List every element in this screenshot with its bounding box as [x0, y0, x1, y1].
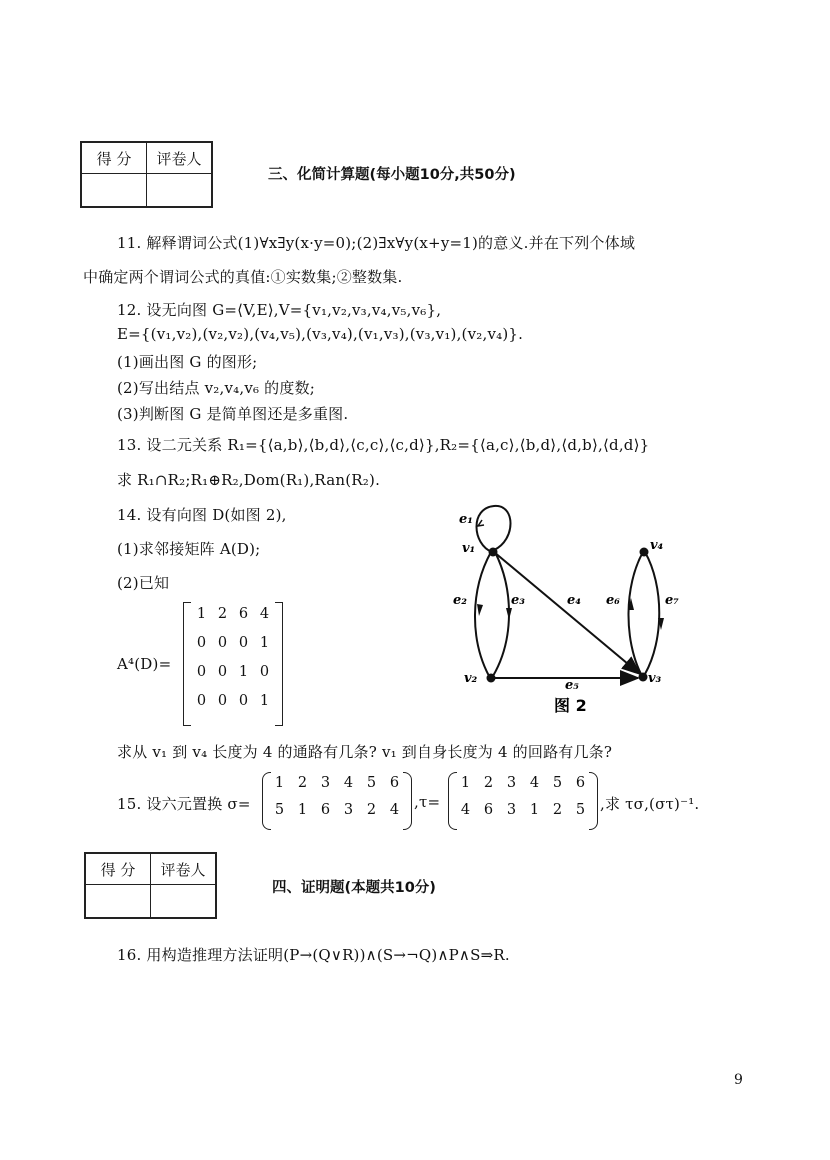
matrix-cell: 0	[217, 635, 228, 651]
q14-matrix-label: A⁴(D)=	[117, 655, 172, 673]
matrix-cell: 3	[506, 775, 517, 791]
q12-line-5: (3)判断图 G 是简单图还是多重图.	[117, 405, 349, 423]
label-e4: e₄	[567, 593, 581, 608]
node-v3	[639, 673, 648, 682]
grader-cell[interactable]	[147, 174, 213, 208]
q12-line-3: (1)画出图 G 的图形;	[117, 353, 258, 371]
q15-tau-matrix	[448, 772, 598, 830]
q14-line-3: (2)已知	[117, 574, 170, 592]
matrix-cell: 0	[238, 635, 249, 651]
matrix-row	[191, 606, 275, 635]
label-e2: e₂	[453, 593, 467, 608]
matrix-cell: 1	[259, 635, 270, 651]
matrix-cell: 0	[196, 693, 207, 709]
matrix-cell: 1	[196, 606, 207, 622]
edge-e6	[628, 552, 643, 674]
figure-caption: 图 2	[554, 696, 587, 715]
matrix-cell: 5	[274, 802, 285, 818]
grader-label: 评卷人	[147, 142, 213, 174]
matrix-cell: 1	[238, 664, 249, 680]
matrix-cell: 0	[238, 693, 249, 709]
label-v2: v₂	[464, 671, 478, 686]
matrix-cell: 1	[460, 775, 471, 791]
matrix-row	[268, 802, 406, 829]
q12-line-2: E={(v₁,v₂),(v₂,v₂),(v₄,v₅),(v₃,v₄),(v₁,v₃),(v₃,v₁),(v₂,v₄)}.	[117, 325, 524, 343]
node-v1	[489, 548, 498, 557]
edge-e3	[493, 552, 509, 676]
matrix-cell: 4	[460, 802, 471, 818]
node-v2	[487, 674, 496, 683]
label-v4: v₄	[650, 538, 664, 553]
matrix-row	[191, 635, 275, 664]
label-e5: e₅	[565, 678, 579, 693]
matrix-row	[191, 693, 275, 722]
q14-question: 求从 v₁ 到 v₄ 长度为 4 的通路有几条? v₁ 到自身长度为 4 的回路有几条?	[117, 743, 613, 761]
label-e6: e₆	[606, 593, 620, 608]
matrix-cell: 0	[196, 664, 207, 680]
matrix-row	[268, 775, 406, 802]
matrix-cell: 1	[529, 802, 540, 818]
section-3-title: 三、化简计算题(每小题10分,共50分)	[268, 167, 516, 183]
matrix-row	[454, 775, 592, 802]
label-e3: e₃	[511, 593, 525, 608]
matrix-cell: 4	[529, 775, 540, 791]
matrix-cell: 6	[320, 802, 331, 818]
label-v1: v₁	[462, 541, 476, 556]
q12-line-1: 12. 设无向图 G=⟨V,E⟩,V={v₁,v₂,v₃,v₄,v₅,v₆},	[117, 301, 442, 319]
matrix-cell: 3	[343, 802, 354, 818]
grader-label: 评卷人	[151, 853, 217, 885]
edge-e1	[477, 506, 511, 552]
matrix-cell: 2	[552, 802, 563, 818]
matrix-cell: 4	[343, 775, 354, 791]
edge-e4	[494, 552, 640, 674]
matrix-cell: 1	[297, 802, 308, 818]
score-label: 得 分	[81, 142, 147, 174]
q16: 16. 用构造推理方法证明(P→(Q∨R))∧(S→¬Q)∧P∧S⇒R.	[117, 946, 510, 964]
matrix-cell: 6	[483, 802, 494, 818]
matrix-cell: 3	[506, 802, 517, 818]
q14-matrix	[183, 602, 283, 726]
matrix-cell: 2	[483, 775, 494, 791]
q14-line-2: (1)求邻接矩阵 A(D);	[117, 540, 261, 558]
matrix-row	[191, 664, 275, 693]
q14-line-1: 14. 设有向图 D(如图 2),	[117, 506, 287, 524]
node-v4	[640, 548, 649, 557]
matrix-cell: 6	[389, 775, 400, 791]
score-cell[interactable]	[81, 174, 147, 208]
grader-cell[interactable]	[151, 885, 217, 919]
q11-line-2: 中确定两个谓词公式的真值:①实数集;②整数集.	[83, 268, 403, 286]
figure-2-digraph	[448, 500, 688, 720]
edge-e2	[475, 552, 491, 676]
matrix-cell: 4	[389, 802, 400, 818]
matrix-cell: 2	[366, 802, 377, 818]
matrix-cell: 3	[320, 775, 331, 791]
q11-line-1: 11. 解释谓词公式(1)∀x∃y(x·y=0);(2)∃x∀y(x+y=1)的意义.并在下列个体域	[117, 234, 636, 252]
edge-e7	[645, 552, 659, 674]
score-cell[interactable]	[85, 885, 151, 919]
score-table-2	[84, 852, 217, 919]
q13-line-1: 13. 设二元关系 R₁={⟨a,b⟩,⟨b,d⟩,⟨c,c⟩,⟨c,d⟩},R₂={⟨a,c⟩,⟨b,d⟩,⟨d,b⟩,⟨d,d⟩}	[117, 436, 650, 454]
matrix-row	[454, 802, 592, 829]
matrix-cell: 0	[259, 664, 270, 680]
section-4-title: 四、证明题(本题共10分)	[272, 880, 436, 896]
score-label: 得 分	[85, 853, 151, 885]
matrix-cell: 0	[217, 664, 228, 680]
matrix-cell: 6	[238, 606, 249, 622]
q13-line-2: 求 R₁∩R₂;R₁⊕R₂,Dom(R₁),Ran(R₂).	[117, 471, 381, 489]
page-number: 9	[734, 1072, 743, 1088]
score-table-1	[80, 141, 213, 208]
matrix-cell: 2	[297, 775, 308, 791]
matrix-cell: 1	[259, 693, 270, 709]
q12-line-4: (2)写出结点 v₂,v₄,v₆ 的度数;	[117, 379, 316, 397]
matrix-cell: 2	[217, 606, 228, 622]
label-e7: e₇	[665, 593, 679, 608]
matrix-cell: 5	[575, 802, 586, 818]
matrix-cell: 4	[259, 606, 270, 622]
matrix-cell: 5	[366, 775, 377, 791]
label-v3: v₃	[648, 671, 662, 686]
matrix-cell: 0	[196, 635, 207, 651]
q15-suffix: ,求 τσ,(στ)⁻¹.	[600, 795, 700, 813]
q15-sigma-matrix	[262, 772, 412, 830]
matrix-cell: 0	[217, 693, 228, 709]
label-e1: e₁	[459, 512, 473, 527]
q15-tau-label: ,τ=	[414, 793, 441, 811]
matrix-cell: 5	[552, 775, 563, 791]
matrix-cell: 6	[575, 775, 586, 791]
q15-prefix: 15. 设六元置换 σ=	[117, 795, 251, 813]
matrix-cell: 1	[274, 775, 285, 791]
